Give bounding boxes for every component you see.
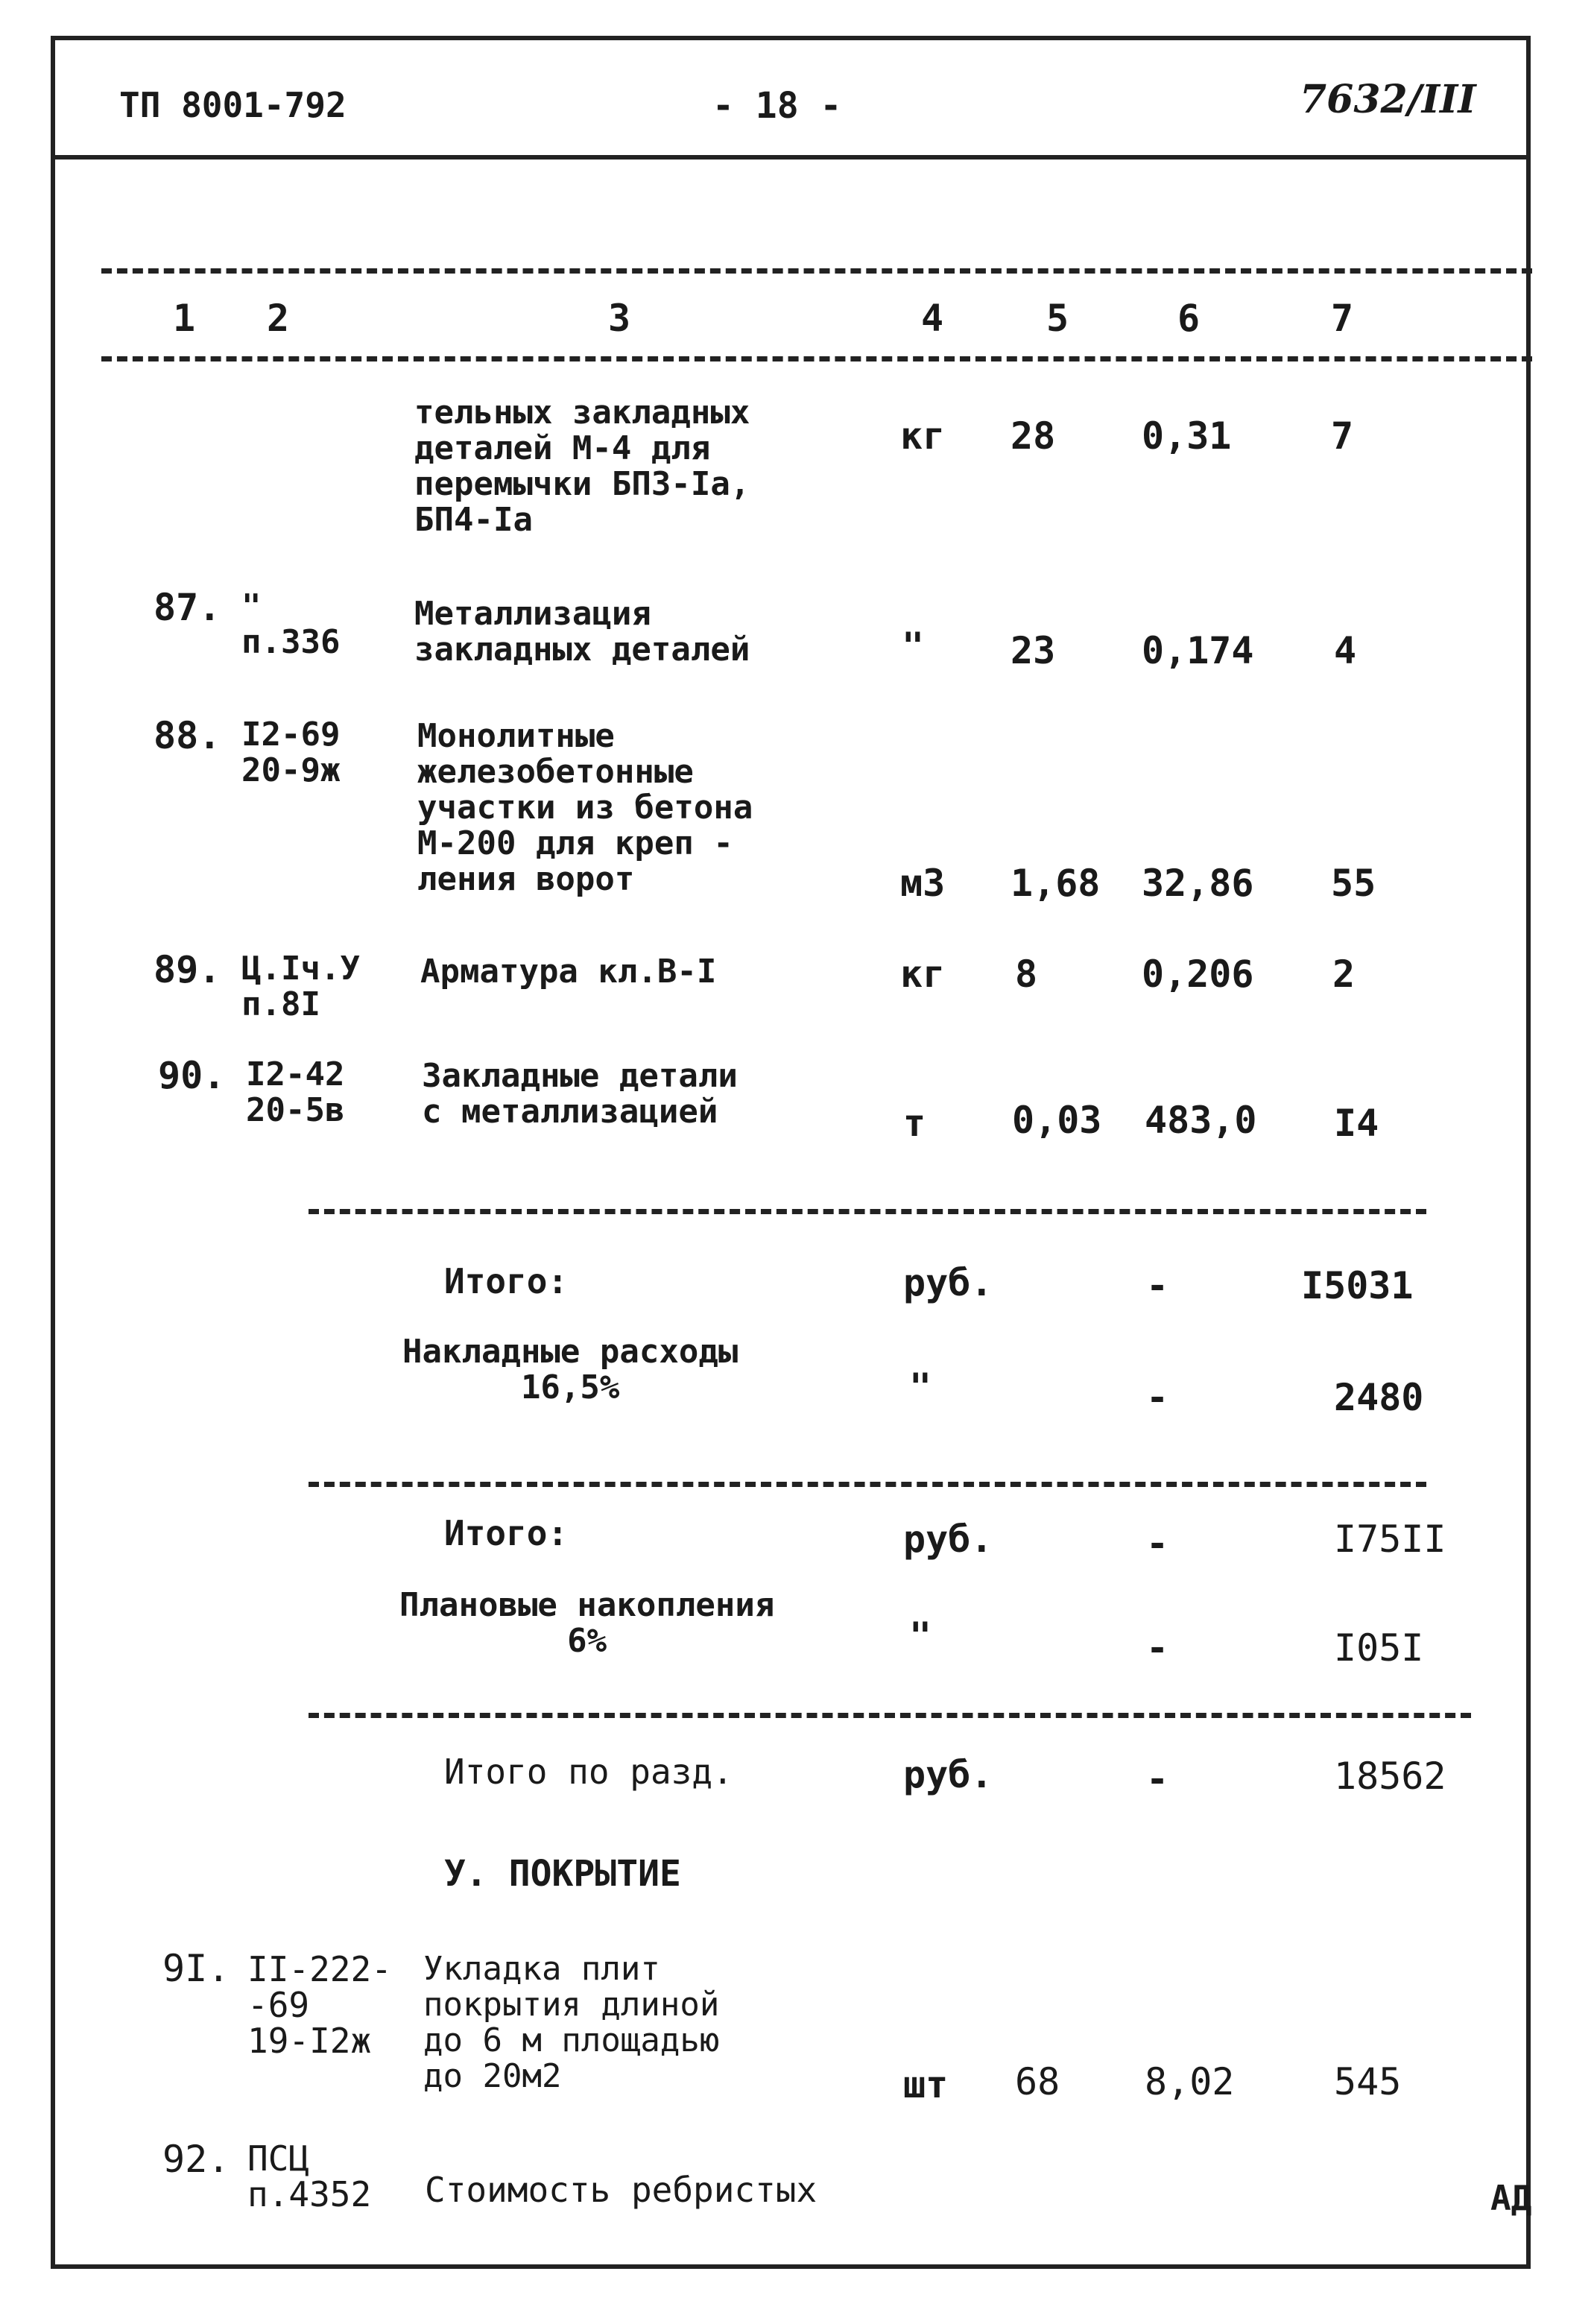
summary-total: 2480 — [1334, 1376, 1424, 1419]
summary-price: - — [1146, 1264, 1169, 1307]
row-unit: м3 — [900, 862, 946, 905]
row-total: 2 — [1332, 953, 1356, 996]
section-title: У. ПОКРЫТИЕ — [444, 1853, 681, 1895]
row-code: I2-42 20-5в — [246, 1055, 345, 1129]
row-unit: кг — [900, 953, 946, 996]
row-unit: т — [903, 1102, 926, 1145]
row-price: 0,31 — [1142, 414, 1232, 458]
page-frame — [51, 36, 1531, 2269]
summary-label: Плановые накопления 6% — [399, 1586, 775, 1660]
summary-unit: " — [909, 1614, 932, 1658]
row-name: Стоимость ребристых — [425, 2170, 817, 2210]
row-qty: 1,68 — [1011, 862, 1101, 905]
section-total-label: Итого по разд. — [444, 1752, 733, 1792]
summary-unit: руб. — [903, 1261, 993, 1304]
col-number-3: 3 — [608, 297, 631, 340]
row-total: 7 — [1331, 414, 1354, 458]
page-number: - 18 - — [712, 85, 842, 127]
col-number-1: 1 — [173, 297, 196, 340]
row-number: 9I. — [162, 1947, 230, 1990]
col-number-5: 5 — [1046, 297, 1069, 340]
row-total: 4 — [1334, 629, 1357, 672]
row-code: " п.336 — [241, 587, 341, 661]
summary-price: - — [1146, 1758, 1169, 1801]
summary-price: - — [1146, 1522, 1169, 1565]
row-unit: " — [902, 625, 925, 668]
doc-code: ТП 8001-792 — [119, 85, 347, 125]
row-name: тельных закладных деталей М-4 для перемычки БП3-Iа, БП4-Iа — [414, 394, 750, 539]
row-qty: 23 — [1011, 629, 1056, 672]
header-divider — [55, 155, 1526, 160]
summary-label: Накладные расходы 16,5% — [402, 1333, 739, 1406]
summary-price: - — [1146, 1626, 1169, 1670]
dashed-rule — [309, 1209, 1426, 1214]
summary-label: Итого: — [444, 1261, 569, 1301]
archive-stamp: 7632/III — [1300, 77, 1476, 122]
row-code: I2-69 20-9ж — [241, 716, 341, 789]
row-qty: 28 — [1011, 414, 1056, 458]
summary-label: Итого: — [444, 1513, 569, 1553]
summary-unit: руб. — [903, 1753, 993, 1796]
row-price: 8,02 — [1145, 2060, 1235, 2103]
row-name: Металлизация закладных деталей — [414, 595, 750, 669]
summary-total: I5031 — [1301, 1264, 1414, 1307]
row-code: Ц.Iч.У п.8I — [241, 950, 360, 1023]
row-total: 545 — [1334, 2060, 1402, 2103]
margin-mark: АД — [1490, 2178, 1532, 2218]
row-qty: 68 — [1015, 2060, 1060, 2103]
col-number-7: 7 — [1331, 297, 1354, 340]
row-price: 0,174 — [1142, 629, 1254, 672]
row-name: Монолитные железобетонные участки из бетона М-200 для креп - ления ворот — [417, 717, 753, 898]
dashed-rule — [309, 1482, 1426, 1487]
col-number-6: 6 — [1177, 297, 1201, 340]
row-unit: шт — [903, 2063, 949, 2106]
summary-total: I75II — [1334, 1518, 1446, 1561]
col-number-4: 4 — [921, 297, 944, 340]
row-price: 32,86 — [1142, 862, 1254, 905]
row-total: 55 — [1331, 862, 1376, 905]
row-name: Арматура кл.В-I — [420, 953, 717, 991]
row-number: 89. — [154, 948, 221, 991]
row-total: I4 — [1334, 1102, 1379, 1145]
dashed-rule — [101, 356, 1532, 361]
row-code: II-222- -69 19-I2ж — [247, 1949, 392, 2061]
summary-total: I05I — [1334, 1626, 1424, 1670]
row-number: 90. — [158, 1054, 226, 1097]
row-code: ПСЦ п.4352 — [247, 2138, 372, 2214]
col-number-2: 2 — [267, 297, 290, 340]
row-price: 0,206 — [1142, 953, 1254, 996]
row-unit: кг — [900, 414, 946, 458]
row-number: 92. — [162, 2138, 230, 2181]
row-name: Закладные детали с металлизацией — [422, 1057, 738, 1131]
summary-price: - — [1146, 1376, 1169, 1419]
summary-unit: " — [909, 1365, 932, 1409]
row-number: 88. — [154, 714, 221, 757]
row-qty: 0,03 — [1012, 1099, 1102, 1142]
summary-unit: руб. — [903, 1518, 993, 1561]
dashed-rule — [309, 1713, 1471, 1718]
dashed-rule — [101, 268, 1532, 274]
row-number: 87. — [154, 586, 221, 629]
row-qty: 8 — [1015, 953, 1038, 996]
section-total-value: 18562 — [1334, 1755, 1446, 1798]
row-name: Укладка плит покрытия длиной до 6 м площадью до 20м2 — [423, 1950, 720, 2095]
row-price: 483,0 — [1145, 1099, 1257, 1142]
